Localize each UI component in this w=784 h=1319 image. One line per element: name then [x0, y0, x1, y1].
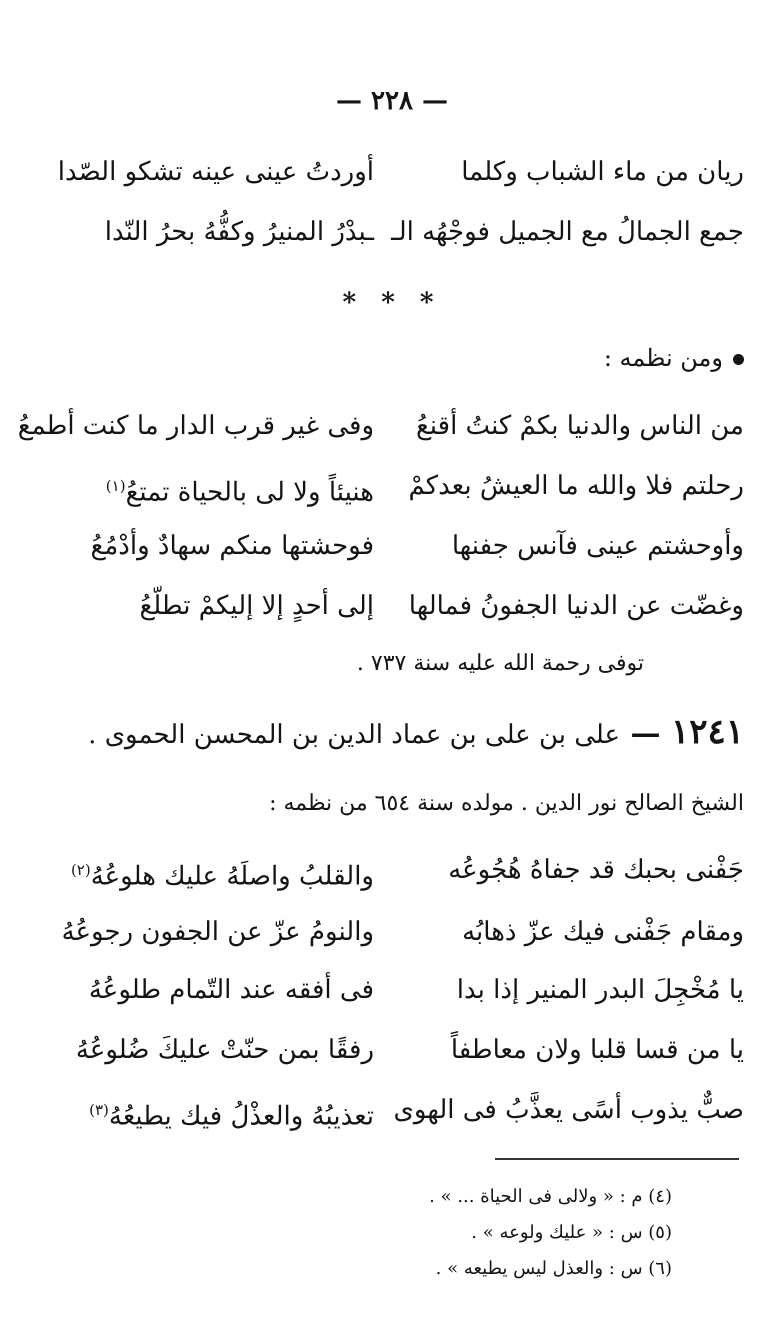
verse-hemistich: ـبدْرُ المنيرُ وكفُّهُ بحرُ النّدا	[104, 217, 374, 247]
footnote-ref: (١)	[105, 477, 126, 495]
verse-hemistich: يا من قسا قلبا ولان معاطفاً	[450, 1035, 744, 1065]
verse-hemistich	[71, 850, 374, 897]
footnote-ref: (٢)	[70, 861, 91, 879]
verse-hemistich: فوحشتها منكم سهادٌ وأدْمُعُ	[90, 531, 374, 561]
footnote-ref: (٣)	[89, 1101, 109, 1119]
death-note: توفى رحمة الله عليه سنة ٧٣٧ .	[356, 651, 644, 676]
verse-hemistich: ريان من ماء الشباب وكلما	[461, 157, 744, 187]
section-separator: * * *	[342, 288, 442, 318]
verse-hemistich: رفقًا بمن حنّتْ عليكَ ضُلوعُهُ	[75, 1035, 374, 1065]
bullet-icon	[733, 354, 744, 365]
verse-hemistich	[89, 1090, 374, 1137]
verse-text: تعذيبُهُ والعذْلُ فيك يطيعُهُ	[108, 1101, 374, 1132]
page-number: — ٢٢٨ —	[335, 86, 449, 116]
verse-hemistich: جَفْنى بحبك قد جفاهُ هُجُوعُه	[448, 855, 744, 885]
verse-hemistich: يا مُخْجِلَ البدر المنير إذا بدا	[456, 975, 744, 1005]
verse-hemistich: جمع الجمالُ مع الجميل فوجْهُه الـ	[391, 217, 744, 247]
verse-hemistich: وغضّت عن الدنيا الجفونُ فمالها	[408, 591, 744, 621]
verse-hemistich: إلى أحدٍ إلا إليكمْ تطلّعُ	[139, 591, 374, 621]
verse-text: والقلبُ واصلَهُ عليك هلوعُهُ	[90, 861, 374, 892]
verse-hemistich: صبٌّ يذوب أسًى يعذَّبُ فى الهوى	[393, 1095, 744, 1125]
section-intro	[604, 338, 744, 378]
section-intro-text: ومن نظمه :	[603, 344, 723, 372]
verse-hemistich: أوردتُ عينى عينه تشكو الصّدا	[57, 157, 374, 187]
verse-hemistich: فى أفقه عند التّمام طلوعُهُ	[88, 975, 374, 1005]
verse-hemistich: من الناس والدنيا بكمْ كنتُ أقنعُ	[415, 411, 744, 441]
footnote: (٦) س : والعذل ليس يطيعه » .	[435, 1258, 672, 1279]
verse-text: هنيئاً ولا لى بالحياة تمتعُ	[125, 477, 374, 508]
verse-hemistich: وأوحشتم عينى فآنس جفنها	[451, 531, 744, 561]
entry-heading	[88, 712, 744, 752]
entry-dash: —	[630, 716, 661, 751]
entry-name: على بن على بن عماد الدين بن المحسن الحموى .	[88, 720, 621, 750]
verse-hemistich: رحلتم فلا والله ما العيشُ بعدكمْ	[408, 471, 744, 501]
footnote-divider	[495, 1158, 739, 1160]
entry-number: ١٢٤١	[670, 712, 744, 752]
entry-intro: الشيخ الصالح نور الدين . مولده سنة ٦٥٤ من نظمه :	[269, 791, 744, 816]
footnote: (٥) س : « عليك ولوعه » .	[471, 1222, 672, 1243]
verse-hemistich: والنومُ عزّ عن الجفون رجوعُهُ	[61, 917, 374, 947]
verse-hemistich	[106, 466, 374, 513]
verse-hemistich: وفى غير قرب الدار ما كنت أطمعُ	[17, 411, 374, 441]
footnote: (٤) م : « ولالى فى الحياة ... » .	[429, 1186, 672, 1207]
verse-hemistich: ومقام جَفْنى فيك عزّ ذهابُه	[462, 917, 744, 947]
